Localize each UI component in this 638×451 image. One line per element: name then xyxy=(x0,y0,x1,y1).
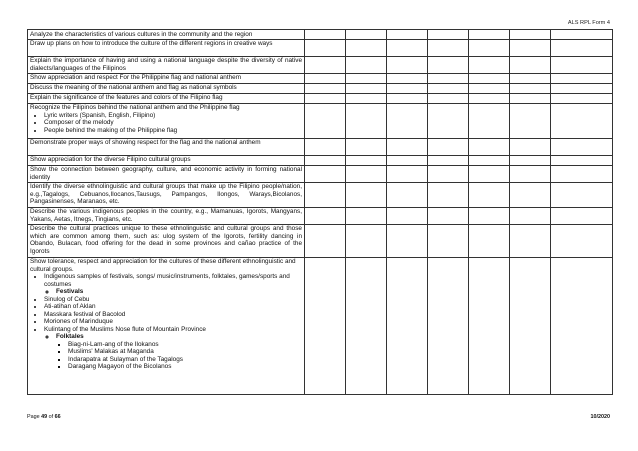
row-cell xyxy=(28,257,305,394)
table-row xyxy=(28,83,613,93)
list-item-text: Kulintang of the Muslims Nose flute of Mountain Province xyxy=(44,325,206,333)
folktale-item: ▪ Daragang Magayon of the Bicolanos xyxy=(68,363,302,371)
row-text: Demonstrate proper ways of showing respect for the flag and the national anthem xyxy=(28,138,305,155)
table-row xyxy=(28,207,613,224)
competency-table xyxy=(27,29,613,395)
row-text: Show appreciation for the diverse Filipino cultural groups xyxy=(28,155,305,165)
page-of: of xyxy=(47,414,55,420)
sub-list-item xyxy=(56,333,302,371)
table-row xyxy=(28,138,613,155)
sub-list xyxy=(44,288,302,296)
list-item: • People behind the making of the Philippine flag xyxy=(44,127,302,135)
row-text: Analyze the characteristics of various cultures in the community and the region xyxy=(28,30,305,40)
form-label: ALS RPL Form 4 xyxy=(567,20,610,26)
folktale-list xyxy=(56,341,302,371)
table-row xyxy=(28,93,613,103)
row-text: Show tolerance, respect and appreciation for the cultures of these different ethnolinguistic and cultural groups. xyxy=(30,258,296,273)
row-text: Recognize the Filipinos behind the national anthem and the Philippine flag xyxy=(30,104,240,111)
row-text: Draw up plans on how to introduce the culture of the different regions in creative ways xyxy=(28,39,305,56)
row-text: Show the connection between geography, culture, and economic activity in forming national identity xyxy=(28,165,305,182)
bullet-list xyxy=(30,112,302,135)
folktale-item: ▪ Biag-ni-Lam-ang of the Ilokanos xyxy=(68,341,302,349)
list-item xyxy=(44,273,302,296)
table-row xyxy=(28,103,613,138)
page-current: 49 xyxy=(41,414,48,420)
list-item: • Ati-atihan of Aklan xyxy=(44,303,302,311)
row-cell xyxy=(28,103,305,138)
list-item: • Moriones of Marinduque xyxy=(44,318,302,326)
list-item: • Composer of the melody xyxy=(44,119,302,127)
folktale-item: ▪ Indarapatra at Sulayman of the Tagalogs xyxy=(68,356,302,364)
row-text: Describe the various indigenous peoples in the country, e.g., Mamanuas, Igorots, Mangyans, Yakans, Aetas, Itnegs, Tingians, etc. xyxy=(28,207,305,224)
row-text: Discuss the meaning of the national anthem and flag as national symbols xyxy=(28,83,305,93)
table-row xyxy=(28,30,613,40)
table-row xyxy=(28,182,613,207)
row-text: Explain the significance of the features and colors of the Filipino flag xyxy=(28,93,305,103)
table-row xyxy=(28,56,613,73)
page-total: 66 xyxy=(54,414,61,420)
list-item: • Sinulog of Cebu xyxy=(44,296,302,304)
table-row xyxy=(28,73,613,83)
table-row xyxy=(28,224,613,257)
row-text: Show appreciation and respect For the Philippine flag and national anthem xyxy=(28,73,305,83)
folktales-heading: Folktales xyxy=(56,333,84,340)
bullet-list xyxy=(30,273,302,371)
table-row xyxy=(28,257,613,394)
footer-date: 10/2020 xyxy=(590,414,610,420)
sub-list xyxy=(44,333,302,371)
table-row xyxy=(28,39,613,56)
list-item: • Lyric writers (Spanish, English, Filipino) xyxy=(44,112,302,120)
list-item: • Masskara festival of Bacolod xyxy=(44,311,302,319)
table-row xyxy=(28,165,613,182)
row-text: Describe the cultural practices unique to these ethnolinguistic and cultural groups and those which are common among them, such as: ulog system of the Igorots, fertility dancing in Obando, Bulacan, food offering for the dead in some provinces and cañao practice of the Igorots xyxy=(28,224,305,257)
festivals-heading: ◦ Festivals xyxy=(56,288,302,296)
table-row xyxy=(28,155,613,165)
row-text: Explain the importance of having and using a national language despite the diversity of native dialects/languages of the Filipinos xyxy=(28,56,305,73)
folktale-item: ▪ Muslims' Malakas at Maganda xyxy=(68,348,302,356)
row-text: Identify the diverse ethnolinguistic and cultural groups that make up the Filipino people/nation, e.g.,Tagalogs, Cebuanos,Ilocanos,Tausugs, Pampangos, Ilongos, Warays,Bicolanos, Pangasinenses, Maranaos, etc. xyxy=(28,182,305,207)
page-prefix: Page xyxy=(27,414,42,420)
page-number xyxy=(27,414,61,420)
list-item-text: Indigenous samples of festivals, songs/ music/instruments, folktales, games/sports and costumes xyxy=(44,273,290,288)
list-item xyxy=(44,326,302,371)
